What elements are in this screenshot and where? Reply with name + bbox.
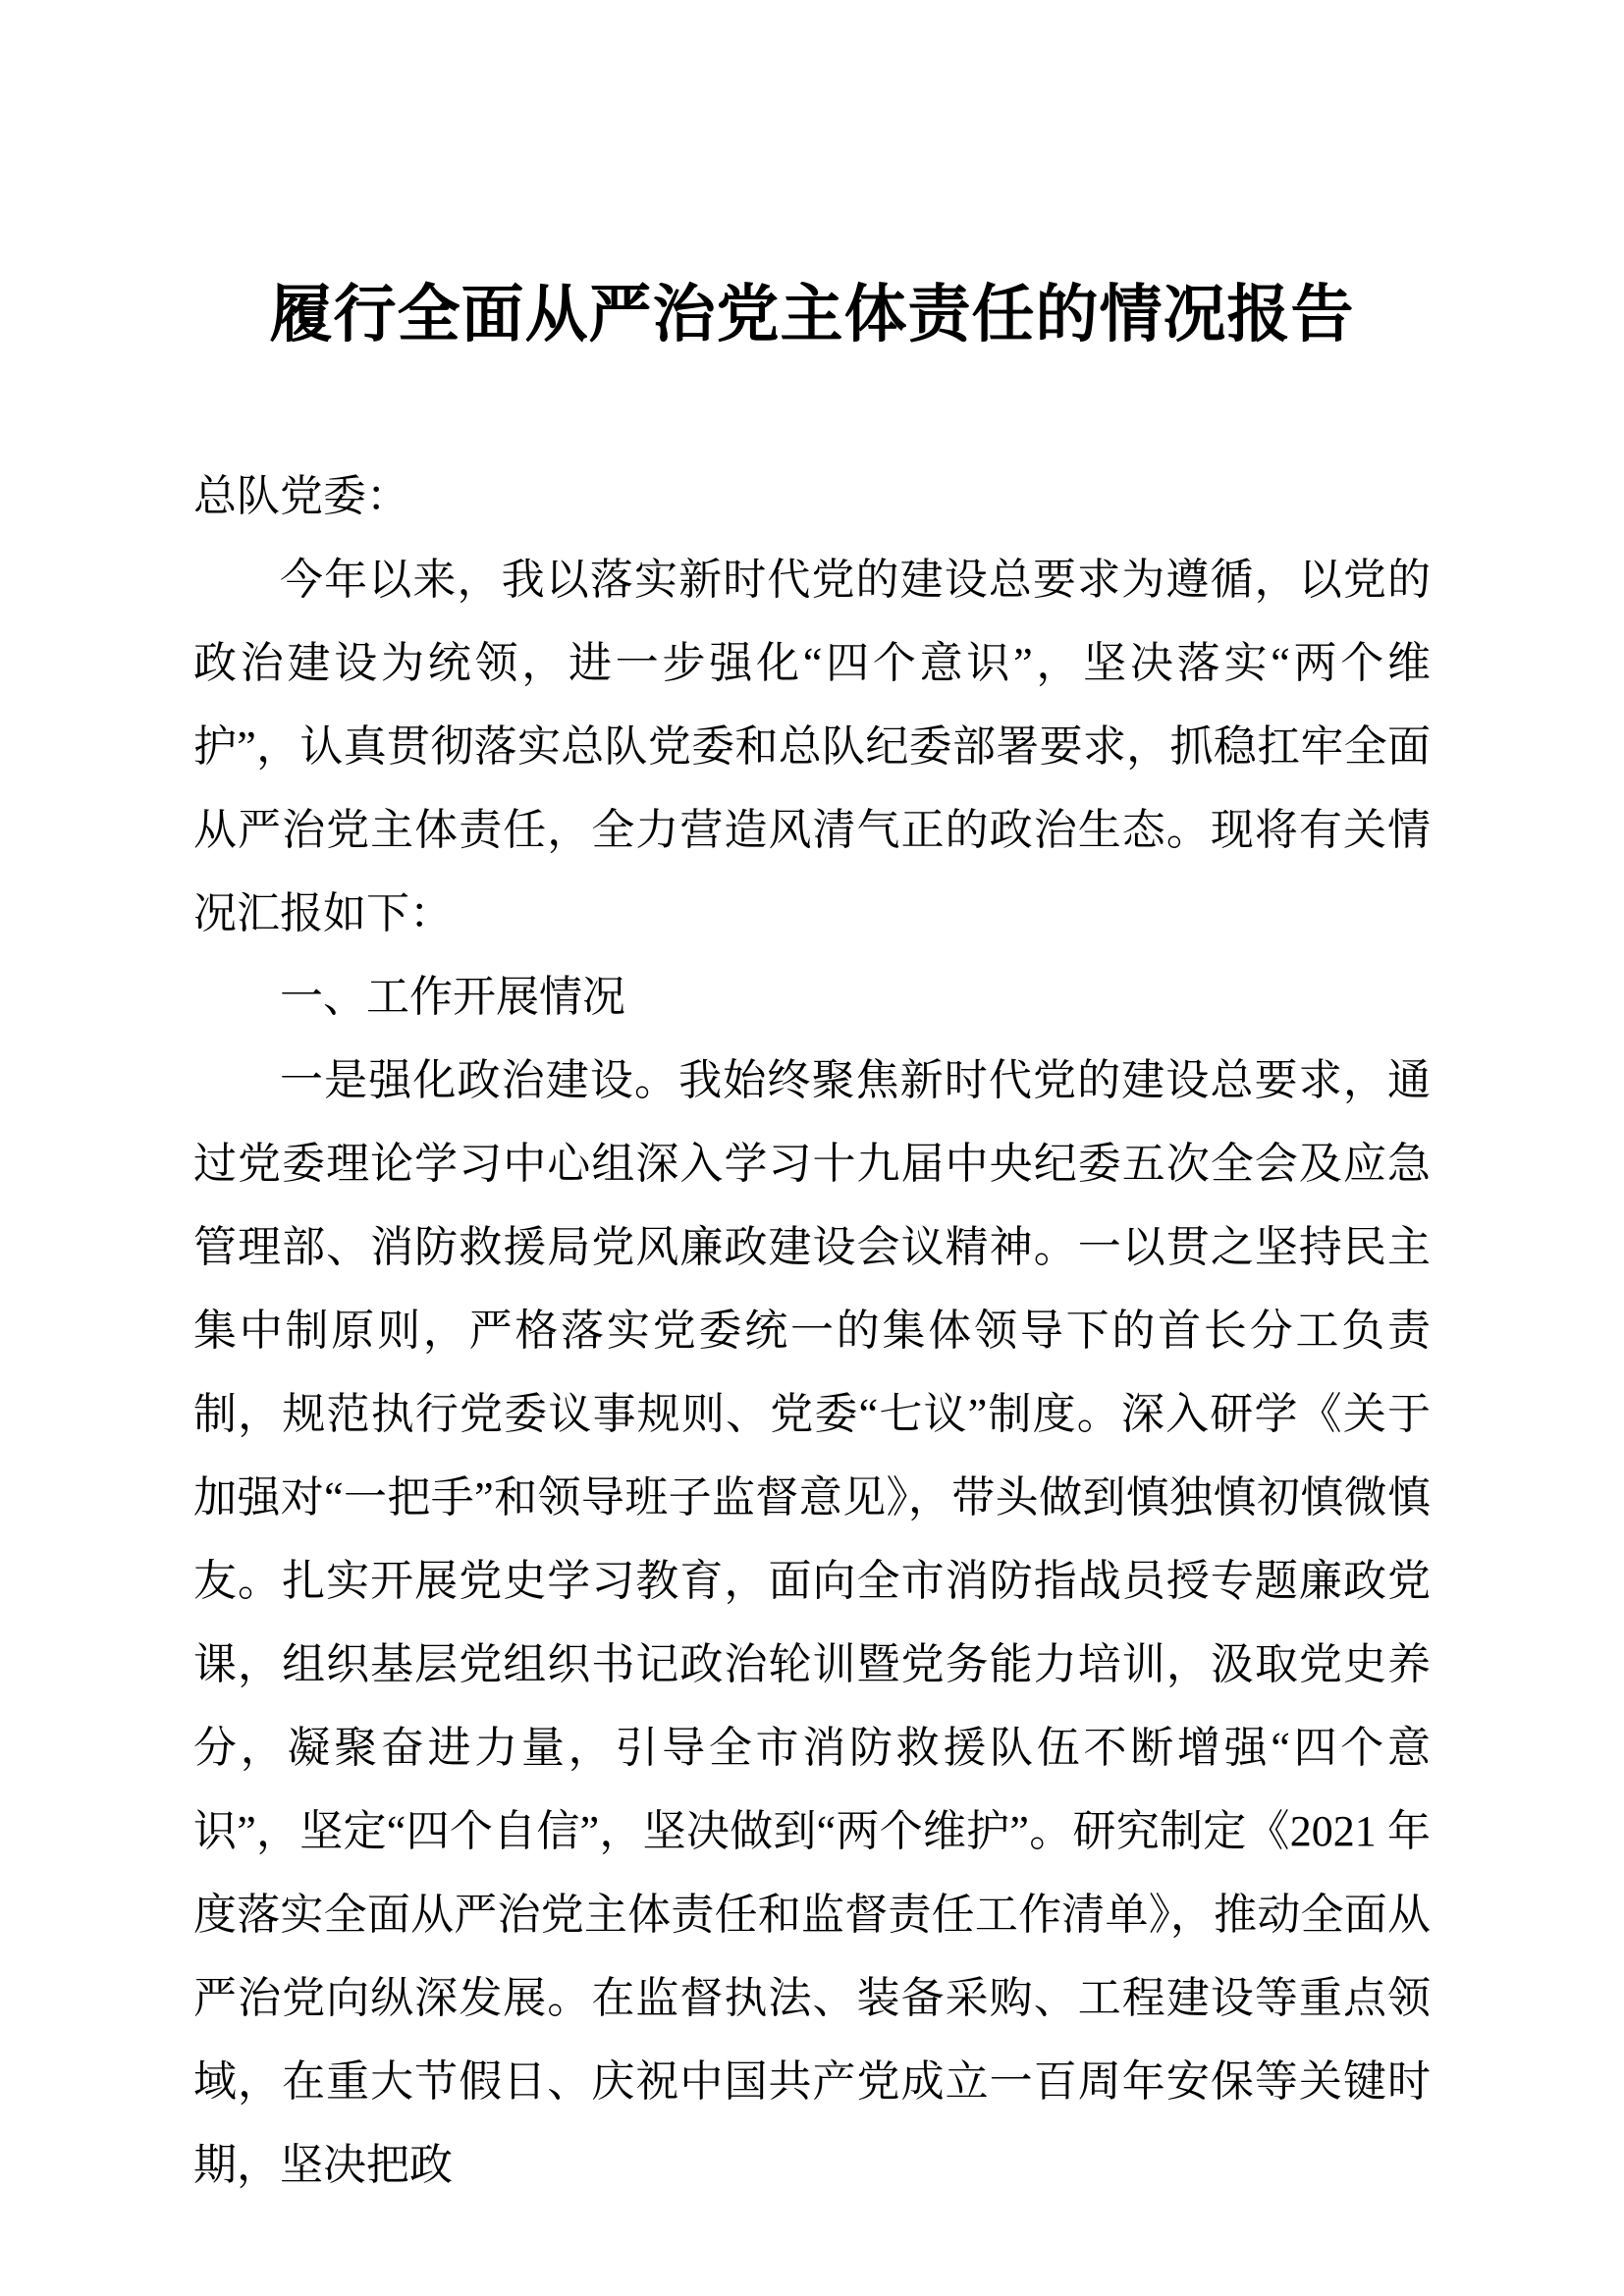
- document-body: [193, 454, 1431, 2207]
- paragraph-section-one: 一是强化政治建设。我始终聚焦新时代党的建设总要求，通过党委理论学习中心组深入学习十九届中央纪委五次全会及应急管理部、消防救援局党风廉政建设会议精神。一以贯之坚持民主集中制原则，严格落实党委统一的集体领导下的首长分工负责制，规范执行党委议事规则、党委“七议”制度。深入研学《关于加强对“一把手”和领导班子监督意见》，带头做到慎独慎初慎微慎友。扎实开展党史学习教育，面向全市消防指战员授专题廉政党课，组织基层党组织书记政治轮训暨党务能力培训，汲取党史养分，凝聚奋进力量，引导全市消防救援队伍不断增强“四个意识”，坚定“四个自信”，坚决做到“两个维护”。研究制定《2021 年度落实全面从严治党主体责任和监督责任工作清单》，推动全面从严治党向纵深发展。在监督执法、装备采购、工程建设等重点领域，在重大节假日、庆祝中国共产党成立一百周年安保等关键时期，坚决把政: [193, 1056, 1431, 2189]
- document-title: 履行全面从严治党主体责任的情况报告: [269, 280, 1355, 349]
- salutation: 总队党委：: [193, 472, 409, 520]
- section-heading: 一、工作开展情况: [280, 973, 625, 1021]
- paragraph-intro: 今年以来，我以落实新时代党的建设总要求为遵循，以党的政治建设为统领，进一步强化“四个意识”，坚决落实“两个维护”，认真贯彻落实总队党委和总队纪委部署要求，抓稳扛牢全面从严治党主体责任，全力营造风清气正的政治生态。现将有关情况汇报如下：: [193, 556, 1431, 937]
